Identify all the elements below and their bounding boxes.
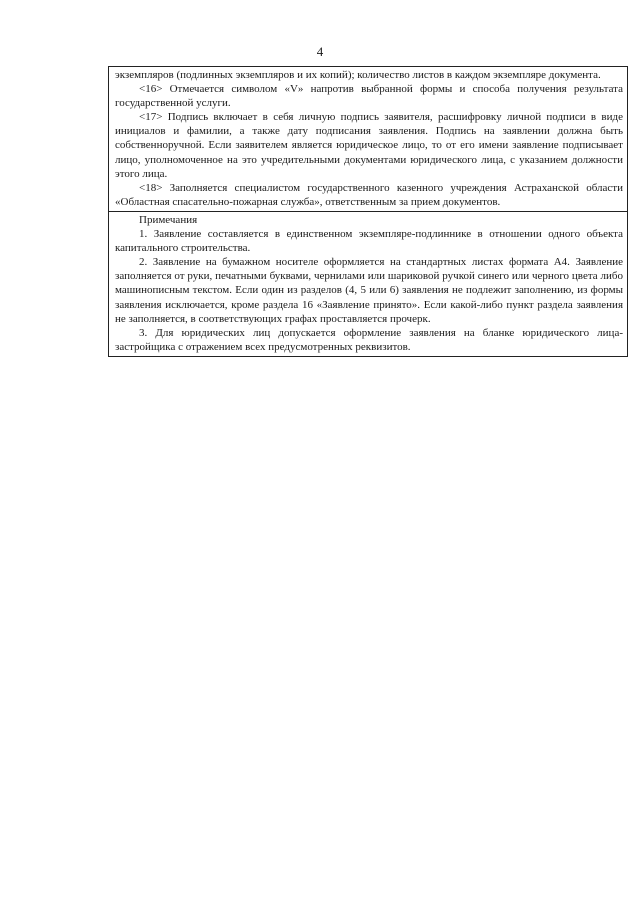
note-item-3: 3. Для юридических лиц допускается оформление заявления на бланке юридического лица-застройщика с отражением всех предусмотренных реквизитов. [115, 326, 623, 353]
note-item-1: 1. Заявление составляется в единственном экземпляре-подлиннике в отношении одного объекта капитального строительства. [115, 228, 623, 255]
footnote-continuation: экземпляров (подлинных экземпляров и их копий); количество листов в каждом экземпляре документа. [115, 69, 601, 81]
notes-section [109, 211, 627, 356]
document-table [108, 66, 628, 357]
footnotes-section [109, 67, 627, 211]
footnote-16: <16> Отмечается символом «V» напротив выбранной формы и способа получения результата государственной услуги. [115, 83, 623, 110]
footnote-17: <17> Подпись включает в себя личную подпись заявителя, расшифровку личной подписи в виде инициалов и фамилии, а также дату подписания заявления. Подпись на заявлении должна быть собственноручной. Если заявителем является юридическое лицо, то от его имени заявление подписывает лицо, уполномоченное на это учредительными документами юридического лица, с указанием должности этого лица. [115, 111, 623, 180]
footnote-18: <18> Заполняется специалистом государственного казенного учреждения Астраханской области «Областная спасательно-пожарная служба», ответственным за прием документов. [115, 181, 623, 208]
note-item-2: 2. Заявление на бумажном носителе оформляется на стандартных листах формата А4. Заявление заполняется от руки, печатными буквами, чернилами или шариковой ручкой синего или черного цвета либо машинописным текстом. Если один из разделов (4, 5 или 6) заявления не подлежит заполнению, из формы заявления исключается, кроме раздела 16 «Заявление принято». Если какой-либо пункт раздела заявления не заполняется, в соответствующих графах проставляется прочерк. [115, 256, 623, 325]
page-number: 4 [316, 44, 324, 59]
notes-heading: Примечания [139, 213, 198, 226]
